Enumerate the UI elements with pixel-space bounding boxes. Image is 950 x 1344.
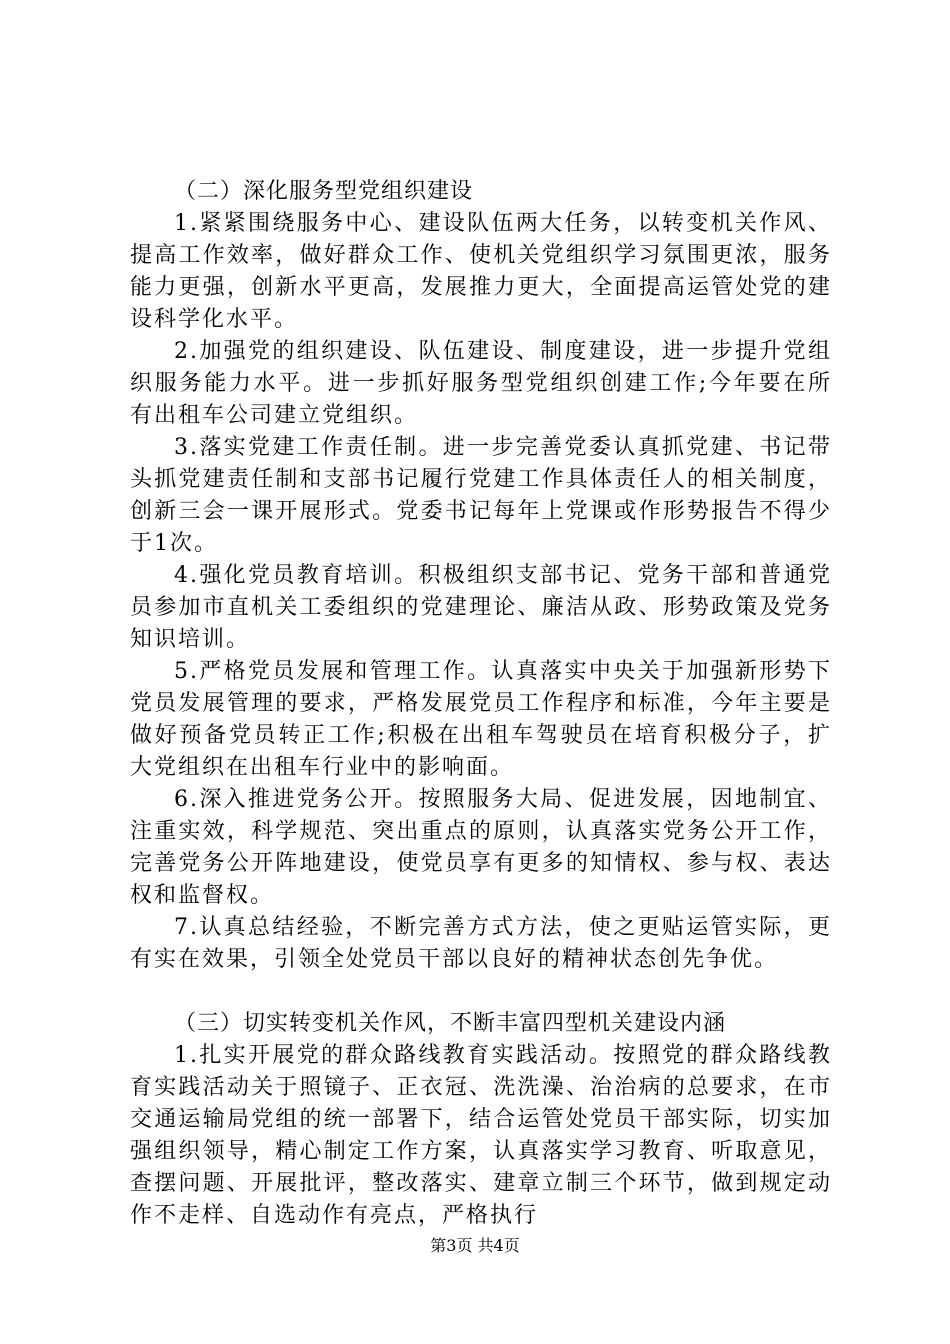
paragraph-2-2: 2.加强党的组织建设、队伍建设、制度建设，进一步提升党组织服务能力水平。进一步抓好服务型党组织创建工作;今年要在所有出租车公司建立党组织。 [130, 339, 832, 428]
paragraph-2-3: 3.落实党建工作责任制。进一步完善党委认真抓党建、书记带头抓党建责任制和支部书记履行党建工作具体责任人的相关制度，创新三会一课开展形式。党委书记每年上党课或作形势报告不得少于1次。 [130, 435, 832, 556]
section-heading-3: （三）切实转变机关作风，不断丰富四型机关建设内涵 [174, 1011, 727, 1036]
document-body [130, 176, 832, 1232]
page-footer: 第3页 共4页 [430, 1236, 520, 1255]
section-spacer [130, 976, 832, 1008]
paragraph-2-5: 5.严格党员发展和管理工作。认真落实中央关于加强新形势下党员发展管理的要求，严格发展党员工作程序和标准，今年主要是做好预备党员转正工作;积极在出租车驾驶员在培育积极分子，扩大党组织在出租车行业中的影响面。 [130, 659, 832, 780]
paragraph-2-1: 1.紧紧围绕服务中心、建设队伍两大任务，以转变机关作风、提高工作效率，做好群众工作、使机关党组织学习氛围更浓，服务能力更强，创新水平更高，发展推力更大，全面提高运管处党的建设科学化水平。 [130, 211, 832, 332]
paragraph-2-4: 4.强化党员教育培训。积极组织支部书记、党务干部和普通党员参加市直机关工委组织的党建理论、廉洁从政、形势政策及党务知识培训。 [130, 563, 832, 652]
section-heading-2: （二）深化服务型党组织建设 [174, 179, 474, 204]
paragraph-2-6: 6.深入推进党务公开。按照服务大局、促进发展，因地制宜、注重实效，科学规范、突出重点的原则，认真落实党务公开工作，完善党务公开阵地建设，使党员享有更多的知情权、参与权、表达权和监督权。 [130, 787, 832, 908]
paragraph-2-7: 7.认真总结经验，不断完善方式方法，使之更贴运管实际，更有实在效果，引领全处党员干部以良好的精神状态创先争优。 [130, 915, 832, 972]
paragraph-3-1: 1.扎实开展党的群众路线教育实践活动。按照党的群众路线教育实践活动关于照镜子、正衣冠、洗洗澡、治治病的总要求，在市交通运输局党组的统一部署下，结合运管处党员干部实际，切实加强组织领导，精心制定工作方案，认真落实学习教育、听取意见，查摆问题、开展批评，整改落实、建章立制三个环节，做到规定动作不走样、自选动作有亮点，严格执行 [130, 1043, 832, 1228]
